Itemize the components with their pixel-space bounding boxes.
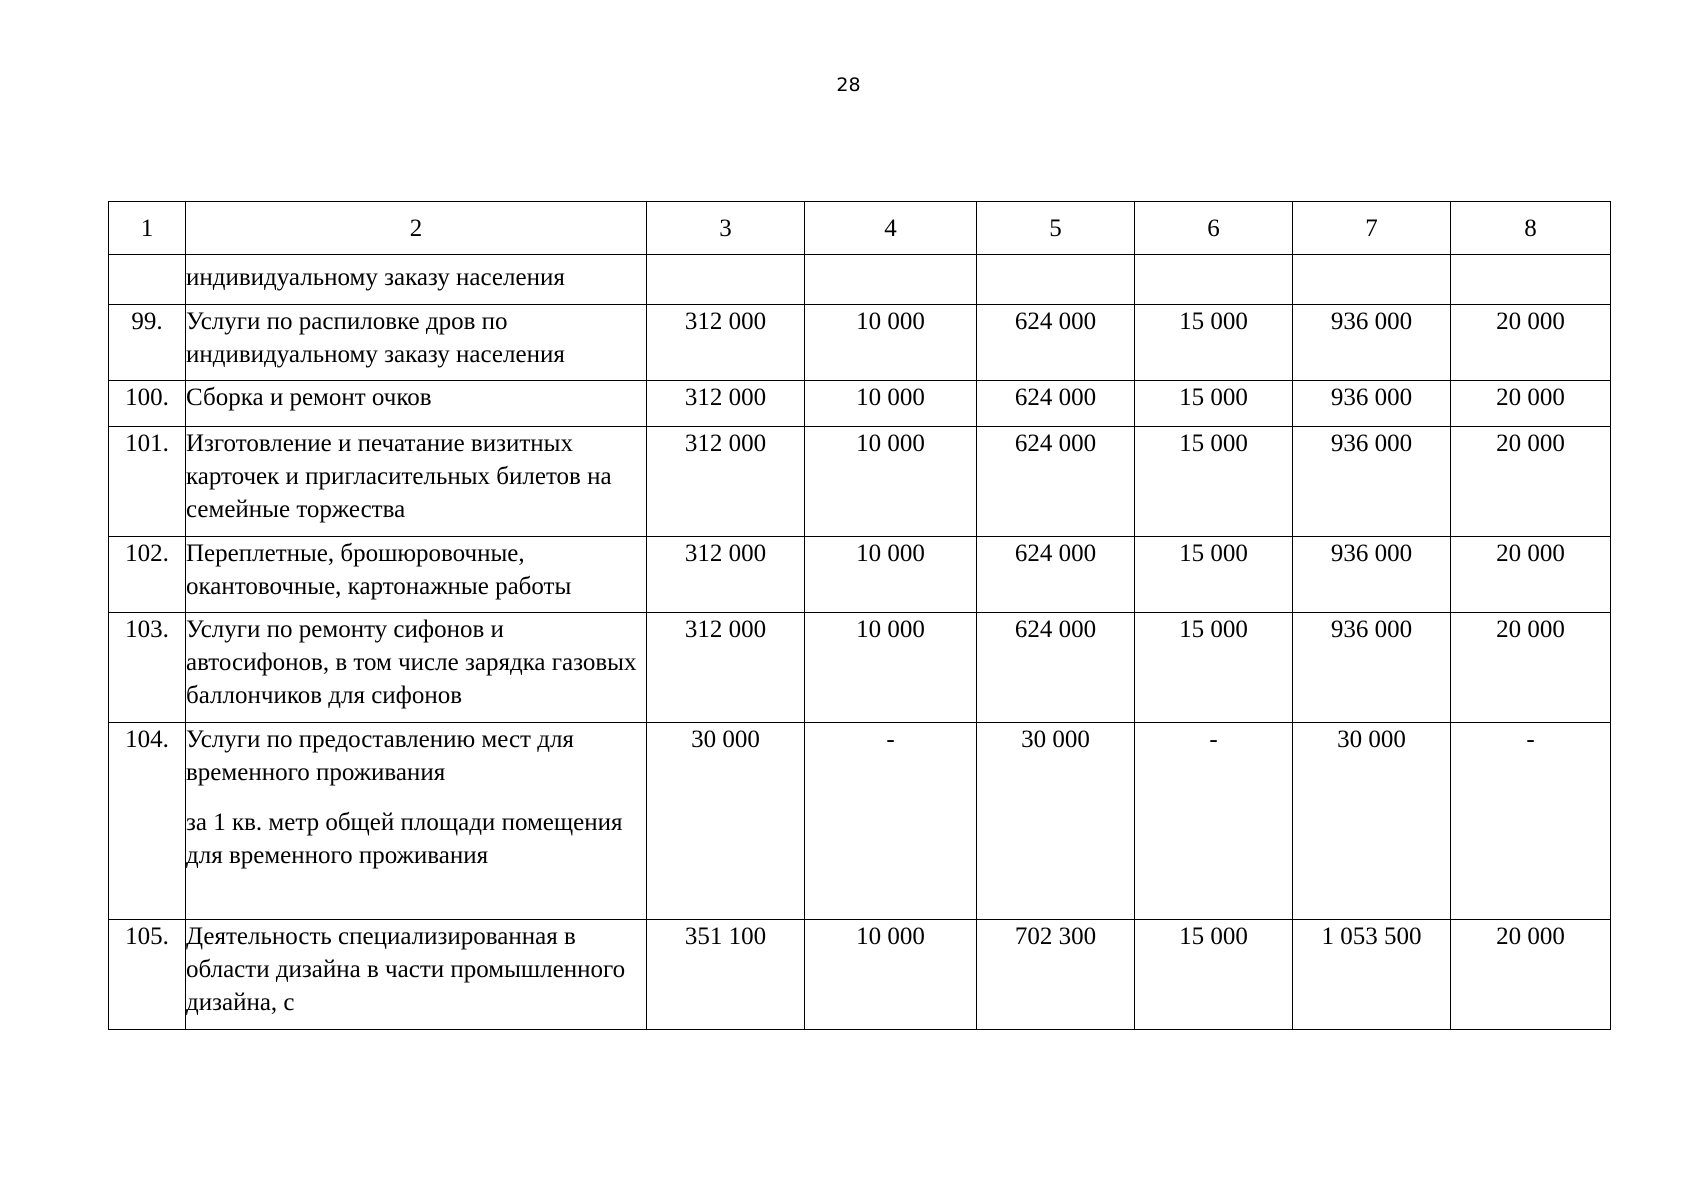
service-name-cell [186, 723, 647, 920]
service-name-cell: Изготовление и печатание визитных карточек и пригласительных билетов на семейные торжества [186, 427, 647, 537]
table-row [109, 920, 1611, 1030]
service-name-cell: Услуги по ремонту сифонов и автосифонов, в том числе зарядка газовых баллончиков для сифонов [186, 613, 647, 723]
value-cell: 15 000 [1135, 613, 1293, 723]
value-cell: 20 000 [1451, 920, 1611, 1030]
value-cell: 312 000 [647, 613, 805, 723]
value-cell: 30 000 [977, 723, 1135, 920]
row-number-cell: 101. [109, 427, 186, 537]
column-header: 1 [109, 202, 186, 255]
row-number-cell: 105. [109, 920, 186, 1030]
value-cell: 936 000 [1293, 537, 1451, 613]
service-subname: за 1 кв. метр общей площади помещения для временного проживания [186, 809, 623, 869]
value-cell: 15 000 [1135, 305, 1293, 381]
value-cell: 624 000 [977, 613, 1135, 723]
value-cell: 20 000 [1451, 537, 1611, 613]
table-row [109, 305, 1611, 381]
value-cell: 10 000 [805, 537, 977, 613]
column-header: 3 [647, 202, 805, 255]
value-cell: 702 300 [977, 920, 1135, 1030]
value-cell: 624 000 [977, 305, 1135, 381]
value-cell [805, 255, 977, 305]
value-cell: 10 000 [805, 920, 977, 1030]
column-header: 7 [1293, 202, 1451, 255]
row-number-cell: 100. [109, 381, 186, 427]
column-header: 8 [1451, 202, 1611, 255]
value-cell: 15 000 [1135, 537, 1293, 613]
table-row [109, 537, 1611, 613]
value-cell: - [805, 723, 977, 920]
column-header: 2 [186, 202, 647, 255]
value-cell: - [1135, 723, 1293, 920]
value-cell: 30 000 [647, 723, 805, 920]
value-cell: 10 000 [805, 613, 977, 723]
table-header-row [109, 202, 1611, 255]
table-row [109, 381, 1611, 427]
page-number: 28 [836, 74, 861, 96]
column-header: 6 [1135, 202, 1293, 255]
value-cell: 936 000 [1293, 305, 1451, 381]
value-cell: 20 000 [1451, 427, 1611, 537]
table-row-continuation [109, 255, 1611, 305]
value-cell: 20 000 [1451, 613, 1611, 723]
value-cell: 20 000 [1451, 305, 1611, 381]
value-cell: 15 000 [1135, 381, 1293, 427]
row-number-cell: 102. [109, 537, 186, 613]
service-name-cell: Переплетные, брошюровочные, окантовочные, картонажные работы [186, 537, 647, 613]
value-cell: 936 000 [1293, 613, 1451, 723]
column-header: 4 [805, 202, 977, 255]
table-row [109, 427, 1611, 537]
value-cell: 20 000 [1451, 381, 1611, 427]
row-number-cell: 103. [109, 613, 186, 723]
value-cell: 10 000 [805, 427, 977, 537]
value-cell [977, 255, 1135, 305]
service-name-cell: Деятельность специализированная в области дизайна в части промышленного дизайна, с [186, 920, 647, 1030]
value-cell: 10 000 [805, 305, 977, 381]
service-name: Услуги по предоставлению мест для временного проживания [186, 726, 574, 786]
service-name-cell: индивидуальному заказу населения [186, 255, 647, 305]
value-cell: 624 000 [977, 381, 1135, 427]
value-cell [647, 255, 805, 305]
value-cell: 351 100 [647, 920, 805, 1030]
value-cell [1135, 255, 1293, 305]
value-cell: 936 000 [1293, 427, 1451, 537]
service-name-cell: Услуги по распиловке дров по индивидуальному заказу населения [186, 305, 647, 381]
value-cell: - [1451, 723, 1611, 920]
table-row [109, 723, 1611, 920]
service-name-cell: Сборка и ремонт очков [186, 381, 647, 427]
value-cell: 30 000 [1293, 723, 1451, 920]
value-cell: 1 053 500 [1293, 920, 1451, 1030]
row-number-cell: 104. [109, 723, 186, 920]
value-cell: 312 000 [647, 427, 805, 537]
value-cell: 312 000 [647, 381, 805, 427]
table-row [109, 613, 1611, 723]
value-cell [1293, 255, 1451, 305]
row-number-cell [109, 255, 186, 305]
value-cell: 15 000 [1135, 427, 1293, 537]
value-cell [1451, 255, 1611, 305]
column-header: 5 [977, 202, 1135, 255]
value-cell: 936 000 [1293, 381, 1451, 427]
value-cell: 624 000 [977, 537, 1135, 613]
value-cell: 15 000 [1135, 920, 1293, 1030]
row-number-cell: 99. [109, 305, 186, 381]
value-cell: 624 000 [977, 427, 1135, 537]
value-cell: 10 000 [805, 381, 977, 427]
value-cell: 312 000 [647, 305, 805, 381]
tariff-table [108, 201, 1611, 1030]
value-cell: 312 000 [647, 537, 805, 613]
